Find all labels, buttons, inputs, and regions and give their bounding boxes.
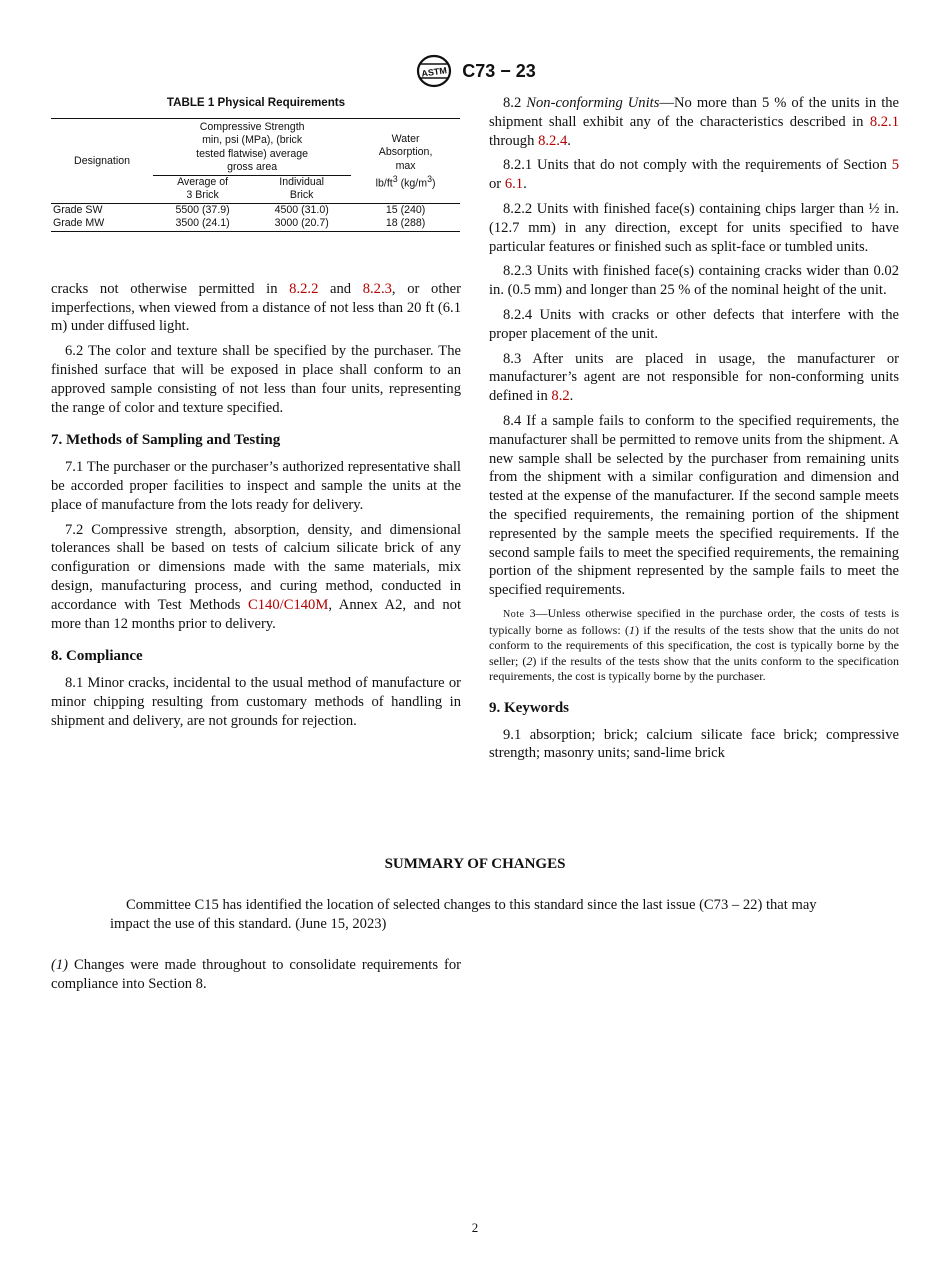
col-compressive-strength: Compressive Strength min, psi (MPa), (brick tested flatwise) average gross area [153, 118, 351, 175]
summary-of-changes-title: SUMMARY OF CHANGES [384, 856, 566, 872]
link-8-2-1[interactable]: 8.2.1 [869, 113, 899, 130]
col-individual-brick: Individual Brick [252, 175, 351, 203]
paragraph-8-2-1: 8.2.1 Units that do not comply with the requirements of Section 5 or 6.1. [489, 157, 899, 193]
link-8-2[interactable]: 8.2 [551, 388, 570, 405]
page-number: 2 [471, 1220, 479, 1235]
astm-logo-icon [414, 54, 454, 88]
table-row: Grade MW 3500 (24.1) 3000 (20.7) 18 (288) [51, 217, 460, 231]
paragraph-8-2: 8.2 Non-conforming Units—No more than 5 % of the units in the shipment shall exhibit any of the characteristics described in 8.2.1 through 8.2.4. [489, 95, 900, 149]
paragraph-cracks-continued: cracks not otherwise permitted in 8.2.2 and 8.2.3, or other imperfections, when viewed from a distance of not less than 20 ft (6.1 m) under diffused light. [51, 280, 462, 335]
paragraph-8-2-2: 8.2.2 Units with finished face(s) containing chips larger than ½ in. (12.7 mm) in any direction, except for units specified to have particular features or finished such as split-face or tumbled units. [489, 200, 899, 255]
change-item-1: (1) Changes were made throughout to consolidate requirements for compliance into Section 8. [51, 957, 461, 992]
col-water-absorption: Water Absorption, max $lb/ft^3$ $(kg/m^3)$ [351, 118, 460, 203]
summary-intro: Committee C15 has identified the location of selected changes to this standard since the last issue (C73 – 22) that may impact the use of this standard. (June 15, 2023) [110, 897, 817, 932]
right-column [489, 94, 899, 769]
note-3: Note 3—Unless otherwise specified in the purchase order, the costs of tests is typically borne as follows: (1) if the results of the tests show that the units do not conform to the requirements of this specification, the cost is typically borne by the seller; (2) if the results of the tests show that the units conform to the specification requirements, the cost is typically borne by the purchaser. [489, 605, 899, 684]
paragraph-8-4: 8.4 If a sample fails to conform to the specified requirements, the manufacturer shall be permitted to remove units from the shipment. A new sample shall be selected by the purchaser from remaining units from the shipment with a similar configuration and dimension and tested at the expense of the manufacturer. If the second sample meets the specified requirements, the remaining portion of the shipment represented by the sample meets the specified requirements. If the second sample fails to meet the specified requirements, the remaining portion of the shipment represented by the sample fails to meet the specified requirements. [489, 412, 899, 599]
col-average-3-brick: Average of 3 Brick [153, 175, 252, 203]
link-8-2-2[interactable]: 8.2.2 [289, 280, 319, 297]
link-8-2-4[interactable]: 8.2.4 [538, 132, 568, 149]
link-c140[interactable]: C140/C140M [248, 596, 329, 613]
paragraph-6-2: 6.2 The color and texture shall be specified by the purchaser. The finished surface that will be exposed in place shall conform to an approved sample consisting of not less than four units, representing the range of color and texture specified. [51, 343, 461, 416]
link-6-1[interactable]: 6.1 [504, 176, 524, 193]
heading-section-8: 8. Compliance [51, 648, 143, 665]
col-designation: Designation [51, 118, 153, 203]
link-8-2-3[interactable]: 8.2.3 [362, 280, 392, 297]
paragraph-8-3: 8.3 After units are placed in usage, the manufacturer or manufacturer’s agent are not responsible for non-conforming units defined in 8.2. [489, 350, 899, 405]
paragraph-7-1: 7.1 The purchaser or the purchaser’s authorized representative shall be accorded proper facilities to inspect and sample the units at the place of manufacture from the lots ready for delivery. [51, 459, 461, 513]
physical-requirements-table [51, 118, 460, 232]
paragraph-7-2: 7.2 Compressive strength, absorption, density, and dimensional tolerances shall be based on tests of calcium silicate brick of any configuration or dimensions made with the same materials, mix design, manufacturing process, and curing method, conducted in accordance with Test Methods C140/C140M, Annex A2, and not more than 12 months prior to delivery. [51, 521, 461, 632]
page-header [0, 54, 950, 88]
table-title: TABLE 1 Physical Requirements [166, 96, 346, 109]
link-section-5[interactable]: 5 [891, 157, 899, 174]
heading-section-9: 9. Keywords [489, 699, 569, 716]
astm-logo-text: ASTM [421, 65, 448, 79]
paragraph-8-1: 8.1 Minor cracks, incidental to the usual method of manufacture or minor chipping resulting from customary methods of handling in shipment and delivery, are not grounds for rejection. [51, 675, 461, 729]
paragraph-8-2-4: 8.2.4 Units with cracks or other defects that interfere with the proper placement of the unit. [489, 306, 899, 342]
paragraph-8-2-3: 8.2.3 Units with finished face(s) containing cracks wider than 0.02 in. (0.5 mm) and longer than 25 % of the nominal height of the unit. [489, 263, 899, 299]
document-designation: C73 − 23 [462, 60, 536, 81]
heading-section-7: 7. Methods of Sampling and Testing [51, 432, 281, 449]
paragraph-9-1: 9.1 absorption; brick; calcium silicate face brick; compressive strength; masonry units; sand-lime brick [489, 726, 899, 762]
table-row: Grade SW 5500 (37.9) 4500 (31.0) 15 (240) [53, 203, 426, 216]
left-column [51, 94, 461, 737]
